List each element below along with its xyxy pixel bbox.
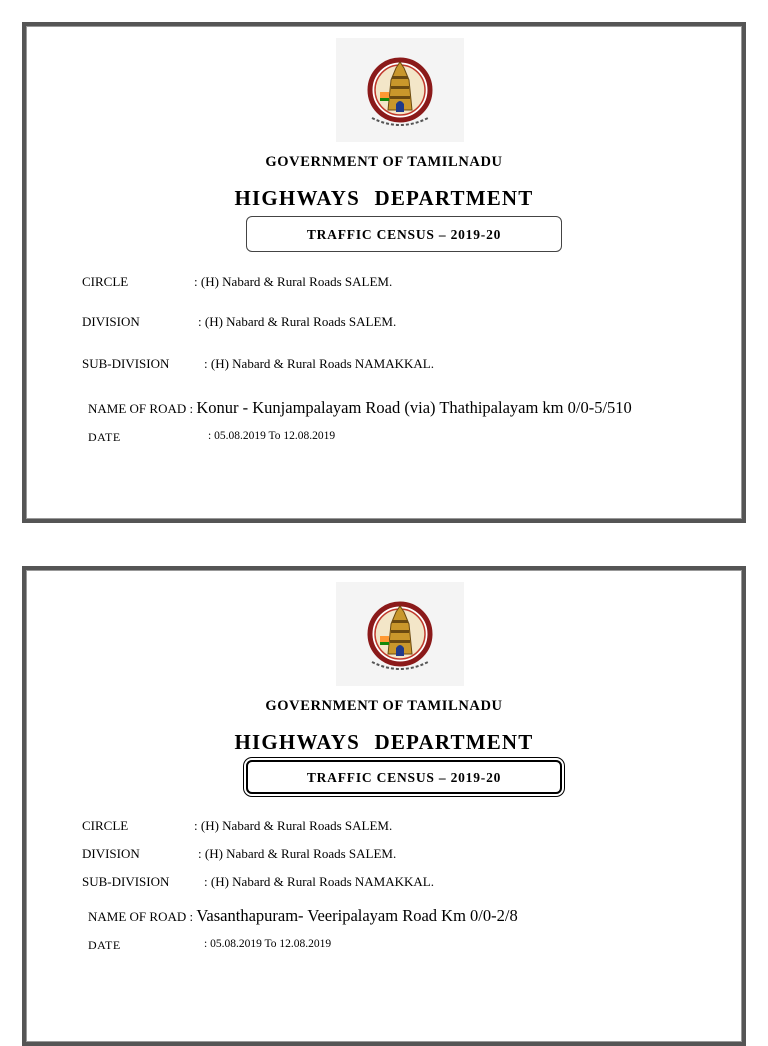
- subdivision-row: [82, 874, 434, 890]
- road-label: NAME OF ROAD :: [88, 909, 194, 924]
- tamilnadu-state-emblem-icon: [358, 48, 442, 132]
- emblem-panel: [336, 38, 464, 142]
- subdivision-row: [82, 356, 434, 372]
- circle-row: [82, 818, 393, 834]
- circle-value: : (H) Nabard & Rural Roads SALEM.: [194, 274, 393, 289]
- road-value: Vasanthapuram- Veeripalayam Road Km 0/0-2/8: [196, 906, 518, 925]
- road-value: Konur - Kunjampalayam Road (via) Thathipalayam km 0/0-5/510: [196, 398, 632, 417]
- date-value: : 05.08.2019 To 12.08.2019: [208, 430, 336, 442]
- subdivision-label: SUB-DIVISION: [82, 874, 170, 889]
- circle-row: [82, 274, 393, 290]
- division-label: DIVISION: [82, 314, 140, 329]
- traffic-census-card-2: [22, 566, 746, 1046]
- road-label: NAME OF ROAD :: [88, 401, 194, 416]
- department-heading: HIGHWAYS DEPARTMENT: [234, 186, 534, 210]
- government-heading: GOVERNMENT OF TAMILNADU: [265, 698, 503, 714]
- census-title-box: TRAFFIC CENSUS – 2019-20: [246, 216, 562, 252]
- road-row: [88, 906, 518, 926]
- tamilnadu-state-emblem-icon: [358, 592, 442, 676]
- census-title-box: TRAFFIC CENSUS – 2019-20: [246, 760, 562, 794]
- division-value: : (H) Nabard & Rural Roads SALEM.: [198, 846, 397, 861]
- circle-label: CIRCLE: [82, 274, 129, 289]
- date-value: : 05.08.2019 To 12.08.2019: [204, 938, 332, 950]
- date-label: DATE: [88, 938, 121, 952]
- circle-value: : (H) Nabard & Rural Roads SALEM.: [194, 818, 393, 833]
- circle-label: CIRCLE: [82, 818, 129, 833]
- date-row: [88, 938, 332, 953]
- subdivision-label: SUB-DIVISION: [82, 356, 170, 371]
- date-row: [88, 430, 336, 445]
- government-heading: GOVERNMENT OF TAMILNADU: [265, 154, 503, 170]
- road-row: [88, 398, 632, 418]
- division-row: [82, 846, 397, 862]
- department-heading: HIGHWAYS DEPARTMENT: [234, 730, 534, 754]
- subdivision-value: : (H) Nabard & Rural Roads NAMAKKAL.: [204, 356, 434, 371]
- traffic-census-card-1: [22, 22, 746, 523]
- division-label: DIVISION: [82, 846, 140, 861]
- date-label: DATE: [88, 430, 121, 444]
- emblem-panel: [336, 582, 464, 686]
- division-row: [82, 314, 397, 330]
- division-value: : (H) Nabard & Rural Roads SALEM.: [198, 314, 397, 329]
- subdivision-value: : (H) Nabard & Rural Roads NAMAKKAL.: [204, 874, 434, 889]
